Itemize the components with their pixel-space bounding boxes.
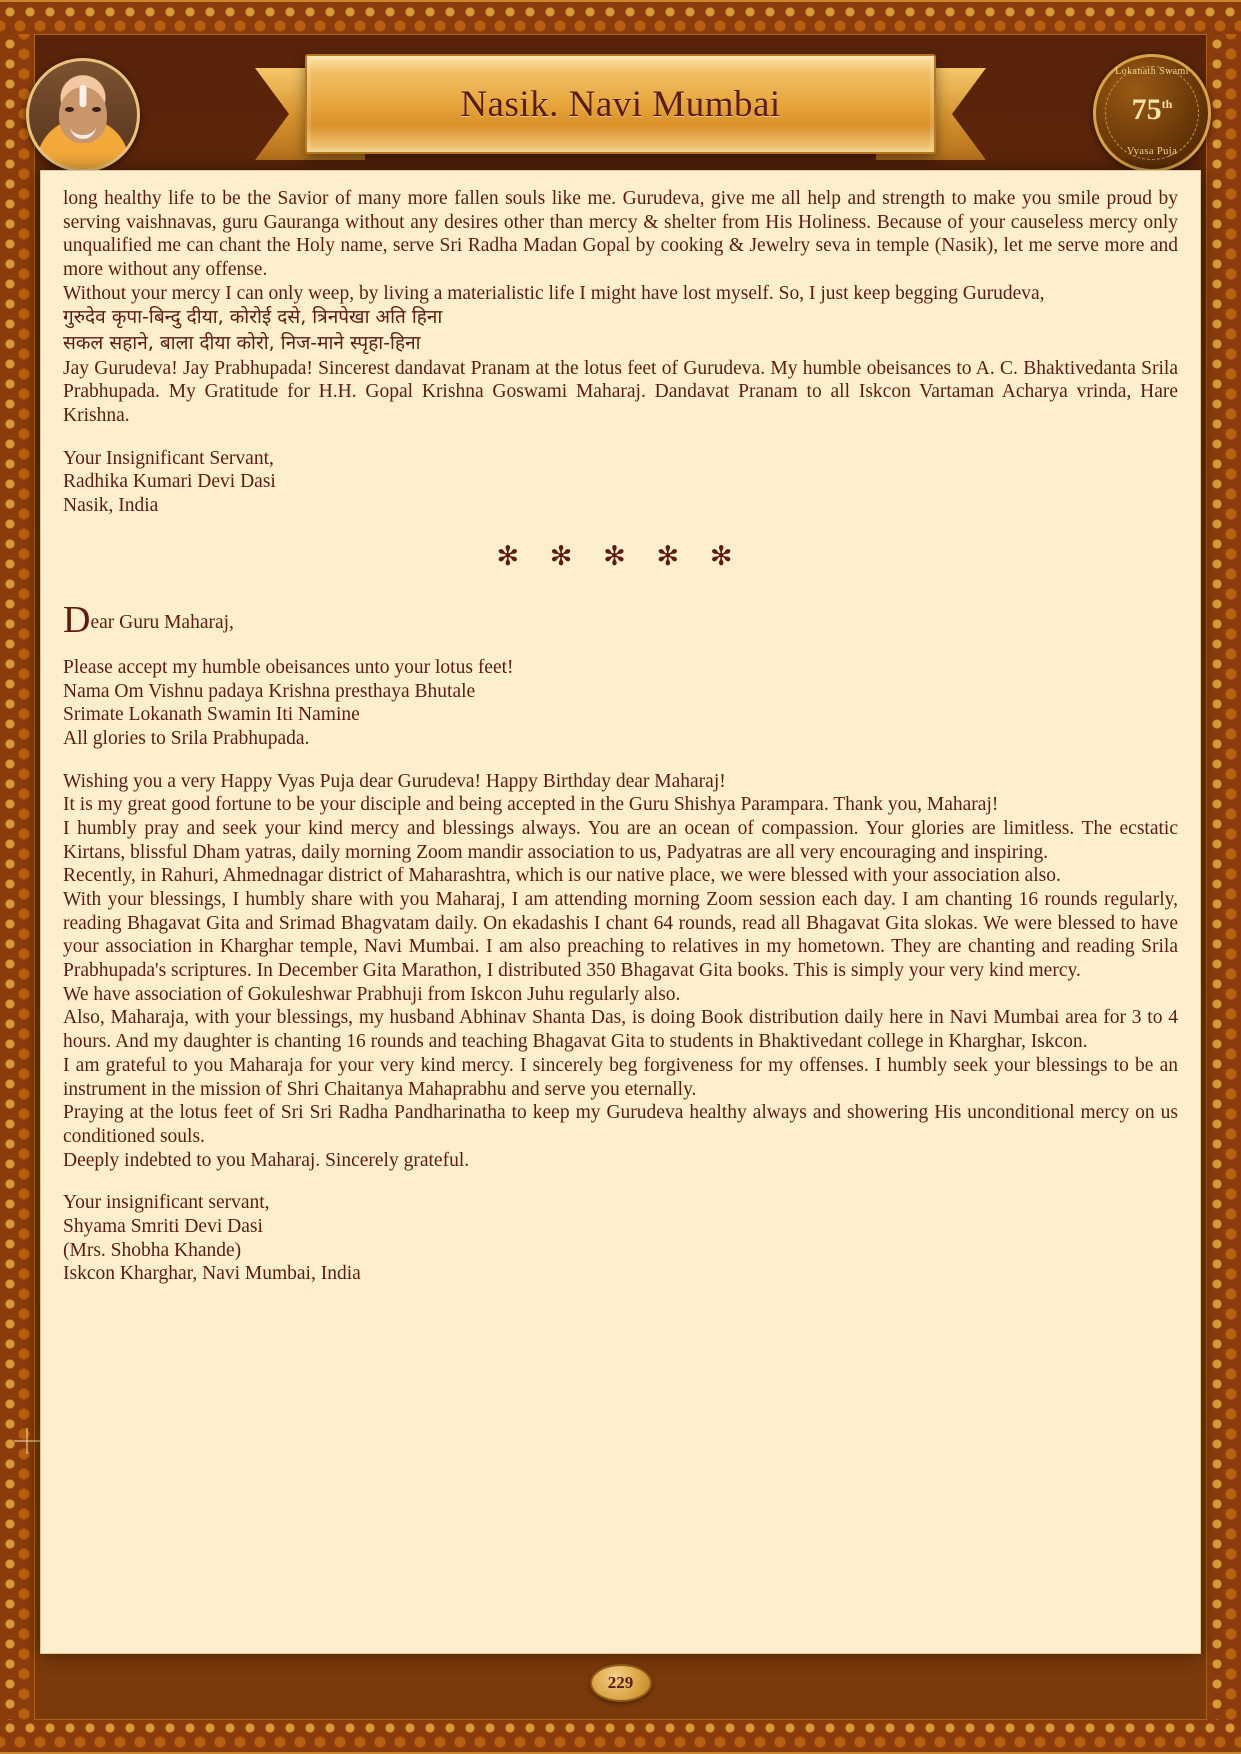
letter2-salutation — [63, 598, 1178, 641]
vyasa-puja-seal — [1093, 54, 1211, 172]
letter1-signoff-line: Your Insignificant Servant, — [63, 447, 274, 469]
seal-number-suffix: th — [1161, 97, 1173, 111]
bottom-border-ornament — [0, 1716, 1241, 1754]
letter1-closing-paragraph: Jay Gurudeva! Jay Prabhupada! Sincerest dandavat Pranam at the lotus feet of Gurudeva. My humble obeisances to A. C. Bhaktivedanta Srila Prabhupada. My Gratitude for H.H. Gopal Krishna Goswami Maharaj. Dandavat Pranam to all Iskcon Vartaman Acharya vrinda, Hare Krishna. — [63, 357, 1178, 427]
footer — [40, 1656, 1201, 1710]
letter2-obeisance-line: All glories to Srila Prabhupada. — [63, 727, 310, 749]
portrait-eye-right — [92, 107, 101, 112]
letter2-paragraph: It is my great good fortune to be your disciple and being accepted in the Guru Shishya Parampara. Thank you, Maharaj! — [63, 794, 999, 816]
seal-top-text: Lokanath Swami — [1115, 66, 1189, 77]
letter2-signoff-line: Iskcon Kharghar, Navi Mumbai, India — [63, 1263, 361, 1285]
letter2-paragraph: Wishing you a very Happy Vyas Puja dear Gurudeva! Happy Birthday dear Maharaj! — [63, 770, 726, 792]
letter1-signoff-line: Radhika Kumari Devi Dasi — [63, 471, 276, 493]
letter2-paragraph: Praying at the lotus feet of Sri Sri Radha Pandharinatha to keep my Gurudeva healthy always and showering His unconditional mercy on us conditioned souls. — [63, 1102, 1178, 1147]
letter2-obeisance-line: Nama Om Vishnu padaya Krishna presthaya Bhutale — [63, 680, 476, 702]
page-title: Nasik. Navi Mumbai — [460, 83, 781, 125]
letter2-paragraph: I am grateful to you Maharaja for your very kind mercy. I sincerely beg forgiveness for my offenses. I humbly seek your blessings to be an instrument in the mission of Shri Chaitanya Mahaprabhu and serve you eternally. — [63, 1054, 1178, 1100]
seal-number-value: 75 — [1131, 93, 1162, 126]
salutation-dropcap: D — [63, 598, 91, 641]
spacer — [63, 637, 1178, 656]
page-number-badge: 229 — [590, 1664, 652, 1702]
letter2-paragraph: We have association of Gokuleshwar Prabhuji from Iskcon Juhu regularly also. — [63, 983, 681, 1005]
letter2-paragraph: I humbly pray and seek your kind mercy and blessings always. You are an ocean of compassion. Your glories are limitless. The ecstatic Kirtans, blissful Dham yatras, daily morning Zoom mandir association to us, Padyatras are all very encouraging and inspiring. — [63, 817, 1178, 863]
letter-paper — [40, 170, 1201, 1654]
letter2-paragraph: Also, Maharaja, with your blessings, my husband Abhinav Shanta Das, is doing Book distribution daily here in Navi Mumbai area for 3 to 4 hours. And my daughter is chanting 16 rounds and teaching Bhagavat Gita to students in Bhaktivedant college in Kharghar, Iskcon. — [63, 1007, 1178, 1053]
verse-line-2: सकल सहाने, बाला दीया कोरो, निज-माने स्पृहा-हिना — [63, 332, 421, 355]
tilak-mark — [80, 85, 87, 107]
letter2-obeisance-line: Please accept my humble obeisances unto your lotus feet! — [63, 656, 514, 678]
letter2-signoff-line: Your insignificant servant, — [63, 1192, 270, 1214]
letter2-obeisance-line: Srimate Lokanath Swamin Iti Namine — [63, 704, 360, 726]
portrait-eye-left — [65, 107, 74, 112]
sparkle-decoration — [14, 1428, 40, 1454]
section-divider: ✻ ✻ ✻ ✻ ✻ — [496, 540, 745, 571]
letter1-paragraph: long healthy life to be the Savior of many more fallen souls like me. Gurudeva, give me all help and strength to make you smile proud by serving vaishnavas, guru Gauranga without any desires other than mercy & shelter from His Holiness. Because of your causeless mercy only unqualified me can chant the Holy name, serve Sri Radha Madan Gopal by cooking & Jewelry seva in temple (Nasik), let me serve more and more without any offense. — [63, 188, 1178, 281]
right-border-ornament — [1207, 34, 1241, 1720]
letter1-signoff-line: Nasik, India — [63, 495, 159, 517]
seal-number — [1096, 93, 1208, 127]
left-border-ornament — [0, 34, 34, 1720]
spacer — [63, 1172, 1178, 1191]
guru-portrait-avatar — [26, 58, 140, 172]
top-border-ornament — [0, 0, 1241, 38]
letter1-paragraph: Without your mercy I can only weep, by living a materialistic life I might have lost myself. So, I just keep begging Gurudeva, — [63, 282, 1045, 304]
letter2-paragraph: With your blessings, I humbly share with you Maharaj, I am attending morning Zoom session each day. I am chanting 16 rounds regularly, reading Bhagavat Gita and Srimad Bhagvatam daily. On ekadashis I chant 64 rounds, read all Bhagavat Gita slokas. We were blessed to have your association in Kharghar temple, Navi Mumbai. I am also preaching to relatives in my hometown. They are chanting and reading Srila Prabhupada's scriptures. In December Gita Marathon, I distributed 350 Bhagavat Gita books. This is simply your very kind mercy. — [63, 889, 1178, 982]
letter2-signoff-line: Shyama Smriti Devi Dasi — [63, 1215, 263, 1237]
letter2-signoff-line: (Mrs. Shobha Khande) — [63, 1239, 242, 1261]
letter2-paragraph: Recently, in Rahuri, Ahmednagar district of Maharashtra, which is our native place, we were blessed with your association also. — [63, 865, 1061, 887]
spacer — [63, 428, 1178, 447]
letter2-paragraph: Deeply indebted to you Maharaj. Sincerely grateful. — [63, 1149, 470, 1171]
seal-bottom-text: Vyasa Puja — [1126, 146, 1178, 157]
verse-line-1: गुरुदेव कृपा-बिन्दु दीया, कोरोई दसे, त्रिनपेखा अति हिना — [63, 306, 443, 329]
salutation-rest: ear Guru Maharaj, — [90, 611, 234, 633]
spacer — [63, 751, 1178, 770]
letter-content — [41, 171, 1200, 1296]
